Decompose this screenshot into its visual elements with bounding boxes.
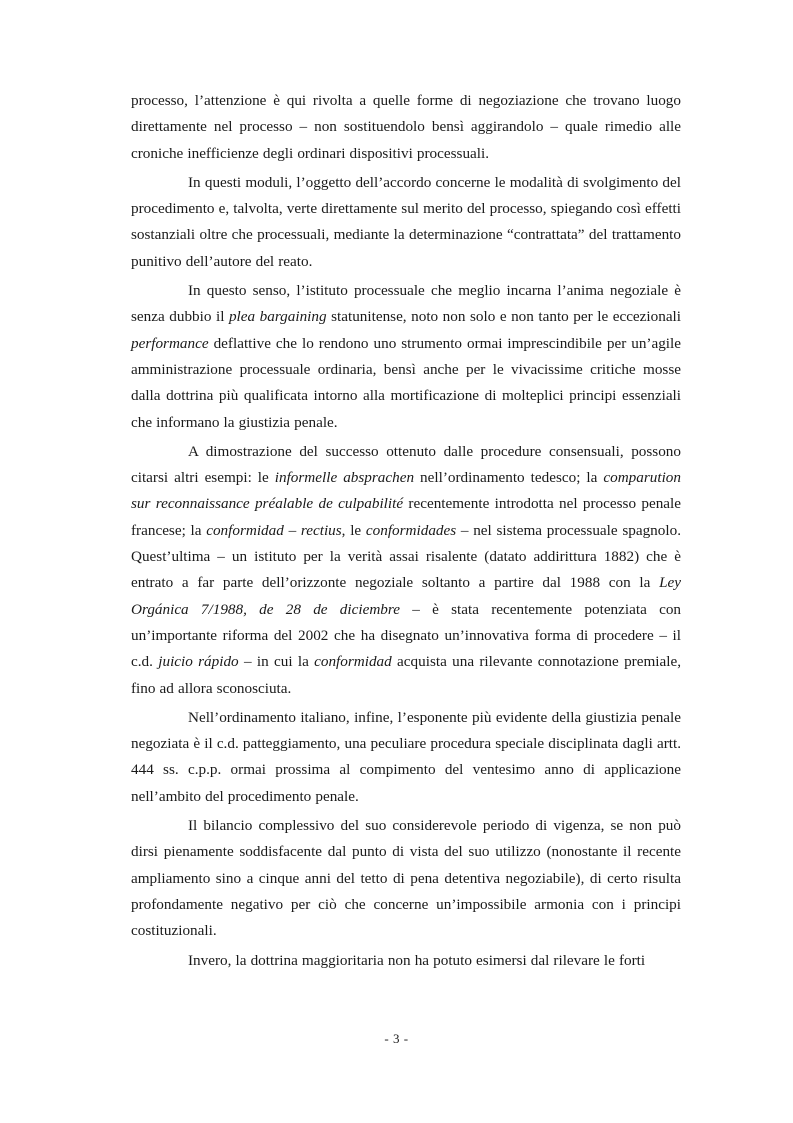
text-run: In questi moduli, l’oggetto dell’accordo concerne le modalità di svolgimento del procedimento e, talvolta, verte direttamente sul merito del processo, spiegando così effetti sostanziali oltre che processuali, mediante la determinazione “contrattata” del trattamento punitivo dell’autore del reato. [131, 173, 681, 270]
italic-term: conformidad [206, 521, 284, 539]
italic-term: Ley Orgánica 7/1988, de 28 de diciembre [131, 574, 681, 618]
italic-term: conformidad [314, 653, 392, 671]
paragraph [131, 439, 681, 702]
text-run: A dimostrazione del successo ottenuto dalle procedure consensuali, possono citarsi altri esempi: le [131, 442, 681, 487]
text-run: recentemente introdotta nel processo penale francese; la [131, 495, 681, 539]
text-run: In questo senso, l’istituto processuale che meglio incarna l’anima negoziale è senza dubbio il [131, 282, 681, 326]
italic-term: performance [131, 334, 209, 352]
italic-term: conformidades [365, 521, 457, 539]
text-run: – è stata recentemente potenziata con un’importante riforma del 2002 che ha disegnato un’innovativa forma di procedere – il c.d. [131, 600, 682, 671]
text-run: deflattive che lo rendono uno strumento ormai imprescindibile per un’agile amministrazione processuale ordinaria, bensì anche per le vivacissime critiche mosse dalla dottrina più qualificata intorno alla mortificazione di molteplici principi essenziali che informano la giustizia penale. [131, 334, 681, 431]
italic-term: informelle absprachen [274, 469, 415, 487]
text-run: Invero, la dottrina maggioritaria non ha potuto esimersi dal rilevare le forti [188, 951, 646, 969]
italic-term: rectius [300, 521, 342, 539]
italic-term: plea bargaining [228, 308, 327, 326]
paragraph [131, 948, 681, 974]
text-run: – nel sistema processuale spagnolo. Quest’ultima – un istituto per la verità assai risalente (datato addirittura 1882) che è entrato a far parte dell’orizzonte negoziale soltanto a partire dal 1988 con la [131, 521, 681, 592]
text-run: nell’ordinamento tedesco; la [414, 469, 604, 487]
paragraph [131, 813, 681, 944]
paragraph [131, 88, 681, 167]
text-run: statunitense, noto non solo e non tanto per le eccezionali [326, 308, 681, 326]
paragraph-list [131, 88, 681, 974]
page-body [131, 88, 681, 974]
text-run: Il bilancio complessivo del suo considerevole periodo di vigenza, se non può dirsi pienamente soddisfacente dal punto di vista del suo utilizzo (nonostante il recente ampliamento sino a cinque anni del tetto di pena detentiva negoziabile), di certo risulta profondamente negativo per ciò che concerne un’impossibile armonia con i principi costituzionali. [131, 817, 681, 940]
text-run: acquista una rilevante connotazione premiale, fino ad allora sconosciuta. [131, 653, 681, 697]
text-run: – in cui la [238, 653, 315, 671]
text-run: Nell’ordinamento italiano, infine, l’esponente più evidente della giustizia penale negoziata è il c.d. patteggiamento, una peculiare procedura speciale disciplinata dagli artt. 444 ss. c.p.p. ormai prossima al compimento del ventesimo anno di applicazione nell’ambito del procedimento penale. [131, 708, 681, 805]
text-run: – [283, 521, 301, 539]
paragraph [131, 705, 681, 810]
text-run: processo, l’attenzione è qui rivolta a quelle forme di negoziazione che trovano luogo direttamente nel processo – non sostituendolo bensì aggirandolo – quale rimedio alle croniche inefficienze degli ordinari dispositivi processuali. [131, 92, 681, 162]
paragraph [131, 278, 681, 436]
text-run: , le [341, 521, 366, 539]
paragraph [131, 170, 681, 275]
italic-term: juicio rápido [158, 653, 239, 671]
italic-term: comparution sur reconnaissance préalable de culpabilité [131, 469, 681, 513]
page-number: - 3 - [384, 1031, 409, 1046]
